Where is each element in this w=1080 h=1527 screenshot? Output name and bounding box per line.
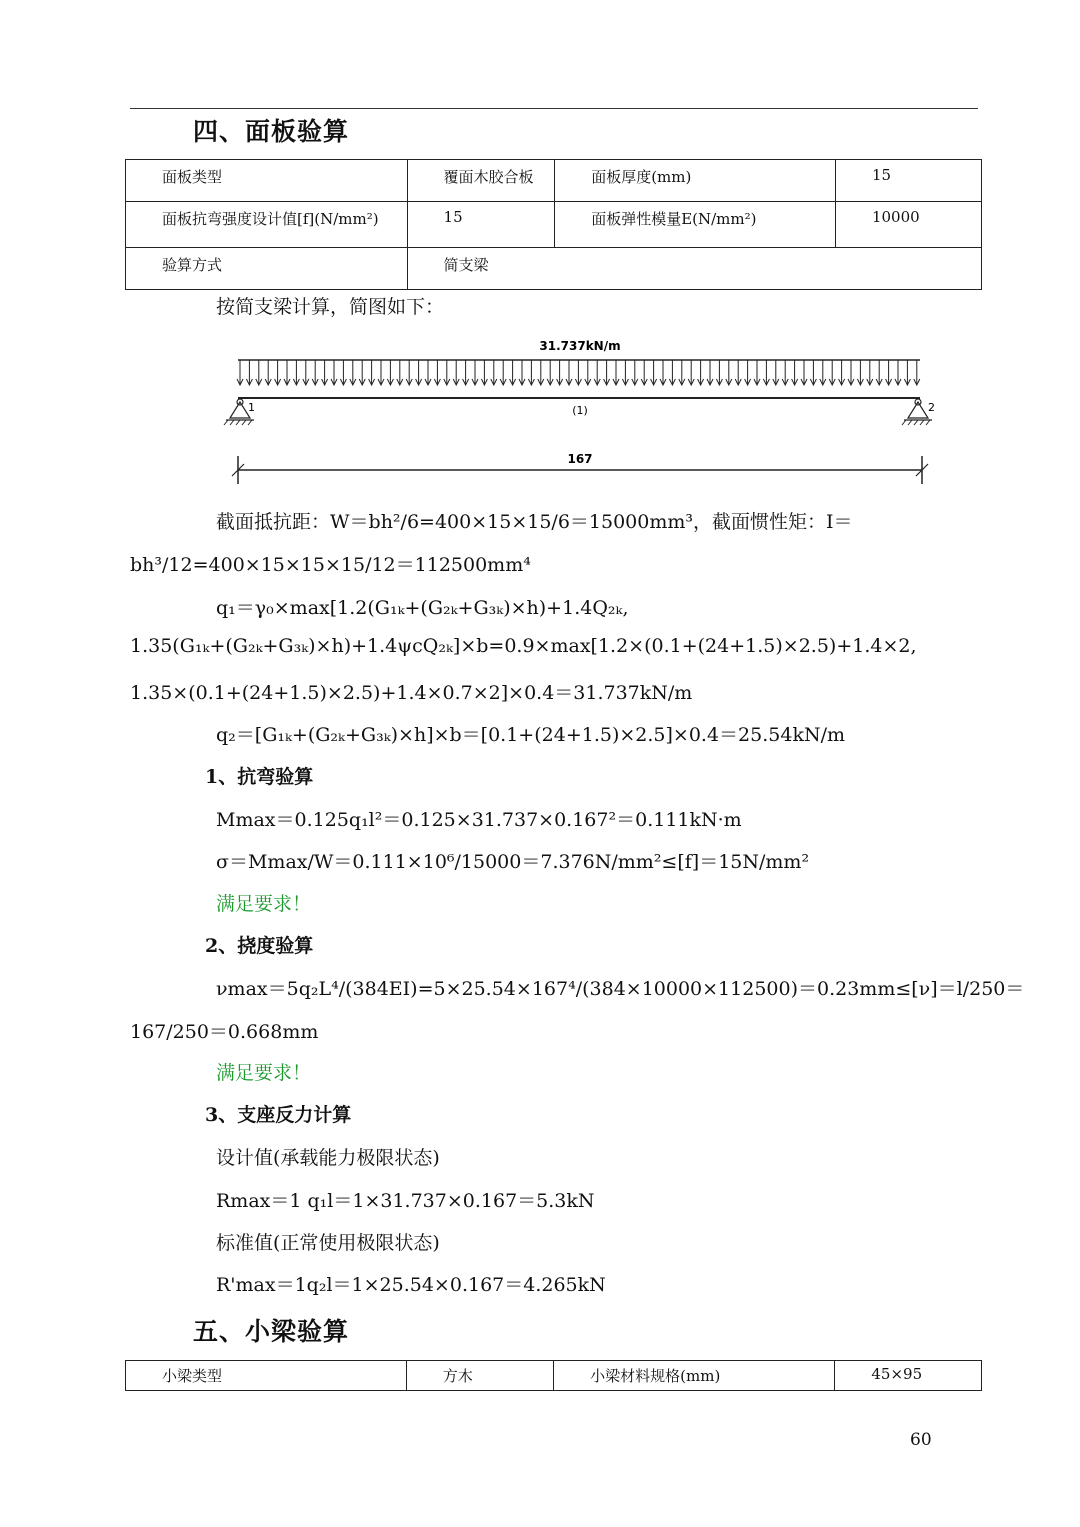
cell-strength-value: 15 [407,202,555,248]
cell-method-label: 验算方式 [126,248,408,290]
deflection-line-1: νmax＝5q₂L⁴/(384EI)=5×25.54×167⁴/(384×10000×112500)＝0.23mm≤[ν]＝l/250＝ [216,978,1025,1000]
section4-title: 四、面板验算 [193,117,350,146]
w-line-1: 截面抵抗距：W＝bh²/6=400×15×15/6＝15000mm³，截面惯性矩：I＝ [216,511,853,533]
cell-panel-type-value: 覆面木胶合板 [407,160,555,202]
load-label: 31.737kN/m [539,339,621,353]
q2-line: q₂＝[G₁ₖ+(G₂ₖ+G₃ₖ)×h]×b＝[0.1+(24+1.5)×2.5]×0.4＝25.54kN/m [216,724,846,746]
design-value-text: 设计值(承载能力极限状态) [216,1147,440,1169]
support-1-label: 1 [248,401,255,414]
deflection-line-2: 167/250＝0.668mm [130,1021,319,1043]
heading-deflection: 2、挠度验算 [205,935,314,957]
beam-diagram [220,332,950,492]
beam-spec-table [125,1360,982,1391]
reaction-line: Rmax＝1 q₁l＝1×31.737×0.167＝5.3kN [216,1190,595,1212]
cell-modulus-label: 面板弹性模量E(N/mm²) [555,202,836,248]
page-number: 60 [910,1430,932,1450]
standard-value-text: 标准值(正常使用极限状态) [216,1232,440,1254]
cell-thickness-value: 15 [835,160,981,202]
cell-beam-type-label: 小梁类型 [126,1361,407,1391]
length-label: 167 [567,452,593,466]
header-rule [130,108,978,109]
cell-strength-label: 面板抗弯强度设计值[f](N/mm²) [126,202,408,248]
cell-beam-type-value: 方木 [406,1361,553,1391]
intro-text: 按简支梁计算，简图如下： [216,296,445,318]
moment-line: Mmax＝0.125q₁l²＝0.125×31.737×0.167²＝0.111kN·m [216,809,742,831]
heading-bending: 1、抗弯验算 [205,766,314,788]
cell-beam-spec-value: 45×95 [835,1361,982,1391]
support-2-label: 2 [928,401,935,414]
cell-modulus-value: 10000 [835,202,981,248]
load-arrows [237,360,920,385]
cell-panel-type-label: 面板类型 [126,160,408,202]
span-label: (1) [572,404,588,417]
panel-spec-table [125,159,982,290]
q1-line-1: q₁＝γ₀×max[1.2(G₁ₖ+(G₂ₖ+G₃ₖ)×h)+1.4Q₂ₖ, [216,597,629,619]
ok-text-1: 满足要求！ [216,893,312,915]
heading-reaction: 3、支座反力计算 [205,1104,352,1126]
q1-line-2: 1.35(G₁ₖ+(G₂ₖ+G₃ₖ)×h)+1.4ψcQ₂ₖ]×b=0.9×max[1.2×(0.1+(24+1.5)×2.5)+1.4×2, [130,635,917,657]
section5-title: 五、小梁验算 [193,1317,350,1346]
reaction-standard-line: R'max＝1q₂l＝1×25.54×0.167＝4.265kN [216,1274,606,1296]
cell-method-value: 简支梁 [407,248,981,290]
w-line-2: bh³/12=400×15×15×15/12＝112500mm⁴ [130,554,531,576]
cell-thickness-label: 面板厚度(mm) [555,160,836,202]
cell-beam-spec-label: 小梁材料规格(mm) [554,1361,835,1391]
stress-line: σ＝Mmax/W＝0.111×10⁶/15000＝7.376N/mm²≤[f]＝15N/mm² [216,851,810,873]
ok-text-2: 满足要求！ [216,1062,312,1084]
q1-line-3: 1.35×(0.1+(24+1.5)×2.5)+1.4×0.7×2]×0.4＝31.737kN/m [130,682,693,704]
